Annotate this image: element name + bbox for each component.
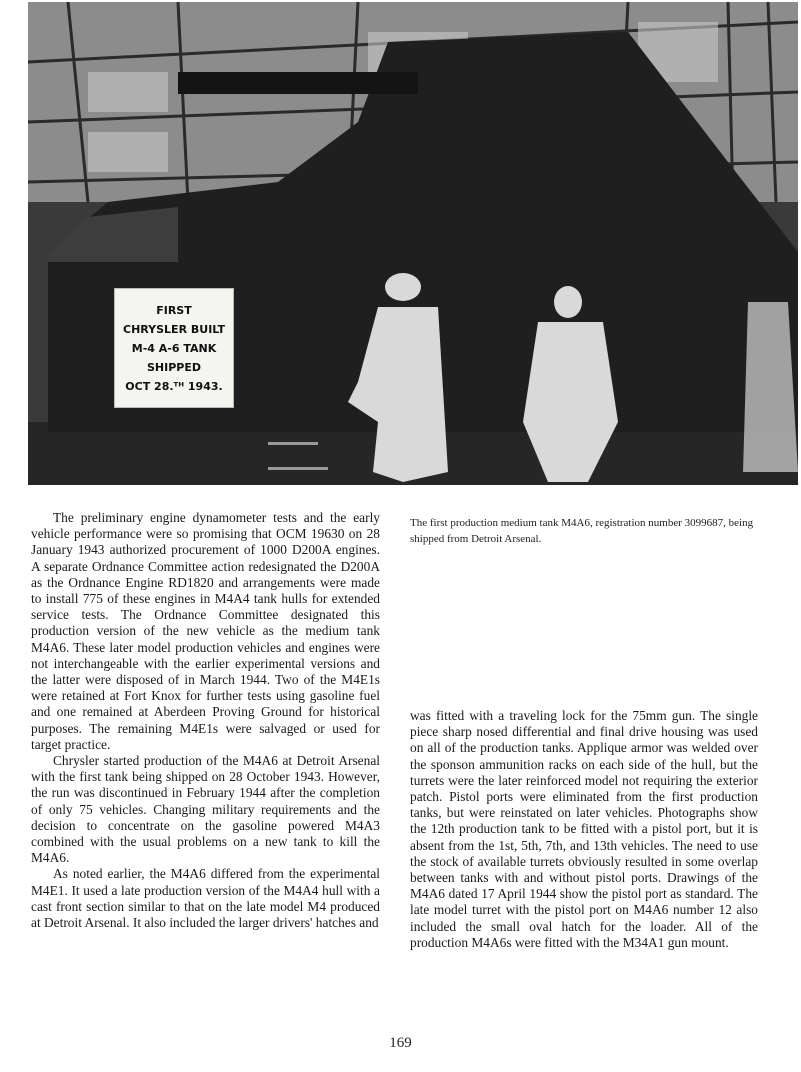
tank-photograph <box>28 2 798 485</box>
photo-scene <box>28 2 798 485</box>
left-column <box>31 510 380 931</box>
sign-line: SHIPPED <box>147 360 201 374</box>
shipping-sign <box>114 288 234 408</box>
paragraph: As noted earlier, the M4A6 differed from the experimental M4E1. It used a late production version of the M4A4 hull with a cast front section similar to that on the late model M4 produced at Detroit Arsenal. It also included the larger drivers' hatches and <box>31 866 380 931</box>
photo-caption: The first production medium tank M4A6, registration number 3099687, being shipped from Detroit Arsenal. <box>410 517 754 545</box>
sign-line: OCT 28.ᵀᴴ 1943. <box>125 379 223 393</box>
sign-line: CHRYSLER BUILT <box>123 322 225 336</box>
page-number: 169 <box>389 1035 412 1051</box>
sign-line: M-4 A-6 TANK <box>131 341 217 355</box>
paragraph: was fitted with a traveling lock for the 75mm gun. The single piece sharp nosed differential and final drive housing was used on all of the production tanks. Applique armor was welded over the sponson ammunition racks on each side of the hull, but the turrets were the later reinforced model not requiring the exterior patch. Pistol ports were eliminated from the first production tanks, but were reinstated on later vehicles. Photographs show the 12th production tank to be fitted with a pistol port, but it is absent from the 1st, 5th, 7th, and 13th vehicles. The need to use the stock of available turrets obviously resulted in some overlap between tanks with and without pistol ports. Drawings of the M4A6 dated 17 April 1944 show the pistol port as standard. The late model turret with the pistol port on M4A6 number 12 also included the small oval hatch for the loader. All of the production M4A6s were fitted with the M34A1 gun mount. <box>410 708 758 950</box>
right-column <box>410 708 758 951</box>
sign-line: FIRST <box>156 303 192 317</box>
paragraph: Chrysler started production of the M4A6 at Detroit Arsenal with the first tank being shipped on 28 October 1943. However, the run was discontinued in February 1944 after the completion of only 75 vehicles. Changing military requirements and the decision to concentrate on the gasoline powered M4A3 combined with the usual problems on a new tank to kill the M4A6. <box>31 753 380 866</box>
paragraph: The preliminary engine dynamometer tests and the early vehicle performance were so promising that OCM 19630 on 28 January 1943 authorized procurement of 1000 D200A engines. A separate Ordnance Committee action redesignated the D200A as the Ordnance Engine RD1820 and arrangements were made to install 775 of these engines in M4A4 tank hulls for extended service tests. The Ordnance Committee designated this production version of the new vehicle as the medium tank M4A6. These later model production vehicles and engines were not interchangeable with the earlier experimental versions and the latter were disposed of in March 1944. Two of the M4E1s were retained at Fort Knox for further tests using gasoline fuel and one remained at Aberdeen Proving Ground for historical purposes. The remaining M4E1s were salvaged or used for target practice. <box>31 510 380 752</box>
gun-barrel <box>178 72 418 94</box>
